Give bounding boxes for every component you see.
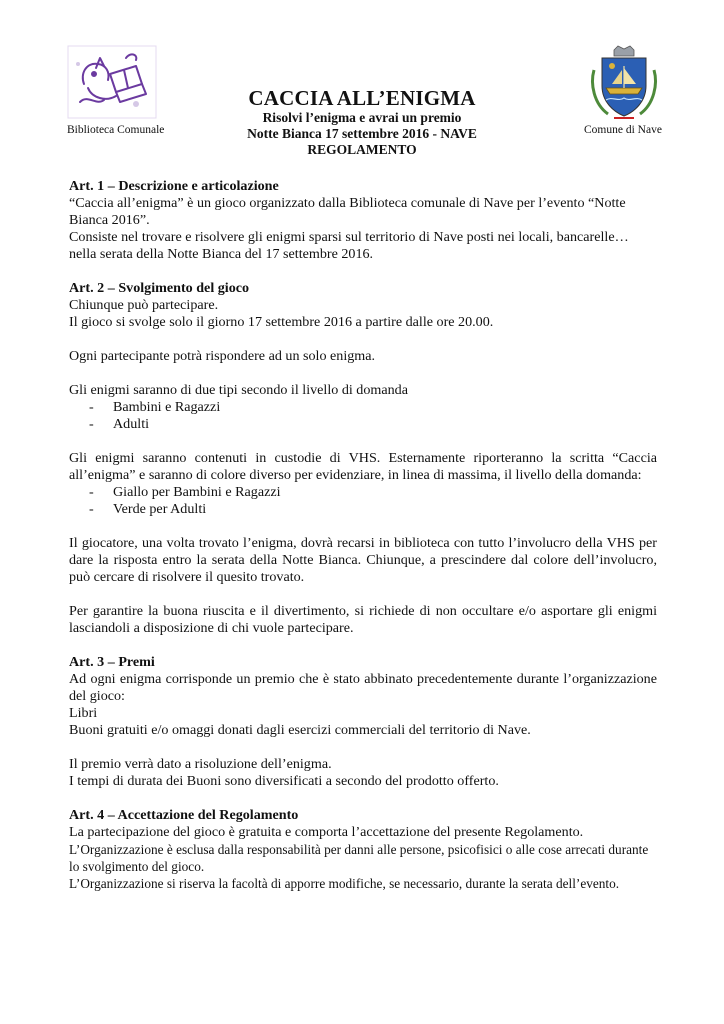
list-item: - Verde per Adulti bbox=[89, 501, 207, 517]
article-3-paragraph-2: Libri bbox=[69, 705, 98, 721]
library-logo-icon bbox=[66, 44, 158, 120]
article-2-paragraph-7: Per garantire la buona riuscita e il divertimento, si richiede di non occultare e/o asportare gli enigmi lasciandoli a disposizione di chi vuole partecipare. bbox=[69, 603, 657, 636]
article-4-title: Art. 4 – Accettazione del Regolamento bbox=[69, 807, 299, 823]
page-title: CACCIA ALL’ENIGMA bbox=[248, 86, 476, 110]
list-item: - Bambini e Ragazzi bbox=[89, 399, 221, 415]
article-3-title: Art. 3 – Premi bbox=[69, 654, 155, 670]
article-2-paragraph-2: Il gioco si svolge solo il giorno 17 settembre 2016 a partire dalle ore 20.00. bbox=[69, 314, 494, 330]
list-item-text: Bambini e Ragazzi bbox=[113, 399, 221, 415]
subtitle-line-1: Risolvi l’enigma e avrai un premio bbox=[262, 110, 462, 125]
article-1-paragraph-2: Consiste nel trovare e risolvere gli enigmi sparsi sul territorio di Nave posti nei locali, bancarelle… nella serata della Notte Bianca del 17 settembre 2016. bbox=[69, 229, 629, 262]
subtitle-line-2: Notte Bianca 17 settembre 2016 - NAVE bbox=[247, 126, 477, 141]
article-2-paragraph-5: Gli enigmi saranno contenuti in custodie di VHS. Esternamente riporteranno la scritta “Caccia all’enigma” e saranno di colore diverso per evidenziare, in linea di massima, il livello della domanda: bbox=[69, 450, 657, 483]
level-list bbox=[69, 399, 657, 433]
article-3-paragraph-5: I tempi di durata dei Buoni sono diversificati a secondo del prodotto offerto. bbox=[69, 773, 499, 789]
article-3-paragraph-1: Ad ogni enigma corrisponde un premio che è stato abbinato precedentemente durante l’organizzazione del gioco: bbox=[69, 671, 657, 704]
article-2-paragraph-3: Ogni partecipante potrà rispondere ad un solo enigma. bbox=[69, 348, 376, 364]
list-item: - Giallo per Bambini e Ragazzi bbox=[89, 484, 281, 500]
comune-label: Comune di Nave bbox=[584, 124, 662, 136]
list-item-text: Verde per Adulti bbox=[113, 501, 207, 517]
article-4-paragraph-1: La partecipazione del gioco è gratuita e comporta l’accettazione del presente Regolamento. bbox=[69, 824, 584, 840]
article-2-paragraph-4: Gli enigmi saranno di due tipi secondo il livello di domanda bbox=[69, 382, 408, 398]
list-item-text: Giallo per Bambini e Ragazzi bbox=[113, 484, 281, 500]
article-1-title: Art. 1 – Descrizione e articolazione bbox=[69, 178, 279, 194]
article-3-paragraph-4: Il premio verrà dato a risoluzione dell’enigma. bbox=[69, 756, 332, 772]
list-item-text: Adulti bbox=[113, 416, 150, 432]
article-3-paragraph-3: Buoni gratuiti e/o omaggi donati dagli esercizi commerciali del territorio di Nave. bbox=[69, 722, 531, 738]
municipal-crest-icon bbox=[588, 44, 660, 124]
list-item: - Adulti bbox=[89, 416, 150, 432]
regulation-body bbox=[69, 178, 657, 892]
color-list bbox=[69, 484, 657, 518]
library-label: Biblioteca Comunale bbox=[67, 124, 165, 136]
article-2-paragraph-1: Chiunque può partecipare. bbox=[69, 297, 219, 313]
article-4-paragraph-2: L’Organizzazione è esclusa dalla responsabilità per danni alle persone, psicofisici o alle cose arrecati durante lo svolgimento del gioco. bbox=[69, 842, 649, 874]
article-2-paragraph-6: Il giocatore, una volta trovato l’enigma, dovrà recarsi in biblioteca con tutto l’involucro della VHS per dare la risposta entro la serata della Notte Bianca. Chiunque, a prescindere dal colore dell’involucro, può cercare di risolvere il quesito trovato. bbox=[69, 535, 657, 585]
article-4-paragraph-3: L’Organizzazione si riserva la facoltà di apporre modifiche, se necessario, durante la serata dell’evento. bbox=[69, 876, 620, 891]
title-block bbox=[200, 86, 524, 158]
subtitle-line-3: REGOLAMENTO bbox=[307, 142, 417, 157]
article-1-paragraph-1: “Caccia all’enigma” è un gioco organizzato dalla Biblioteca comunale di Nave per l’evento “Notte Bianca 2016”. bbox=[69, 195, 626, 228]
article-2-title: Art. 2 – Svolgimento del gioco bbox=[69, 280, 250, 296]
